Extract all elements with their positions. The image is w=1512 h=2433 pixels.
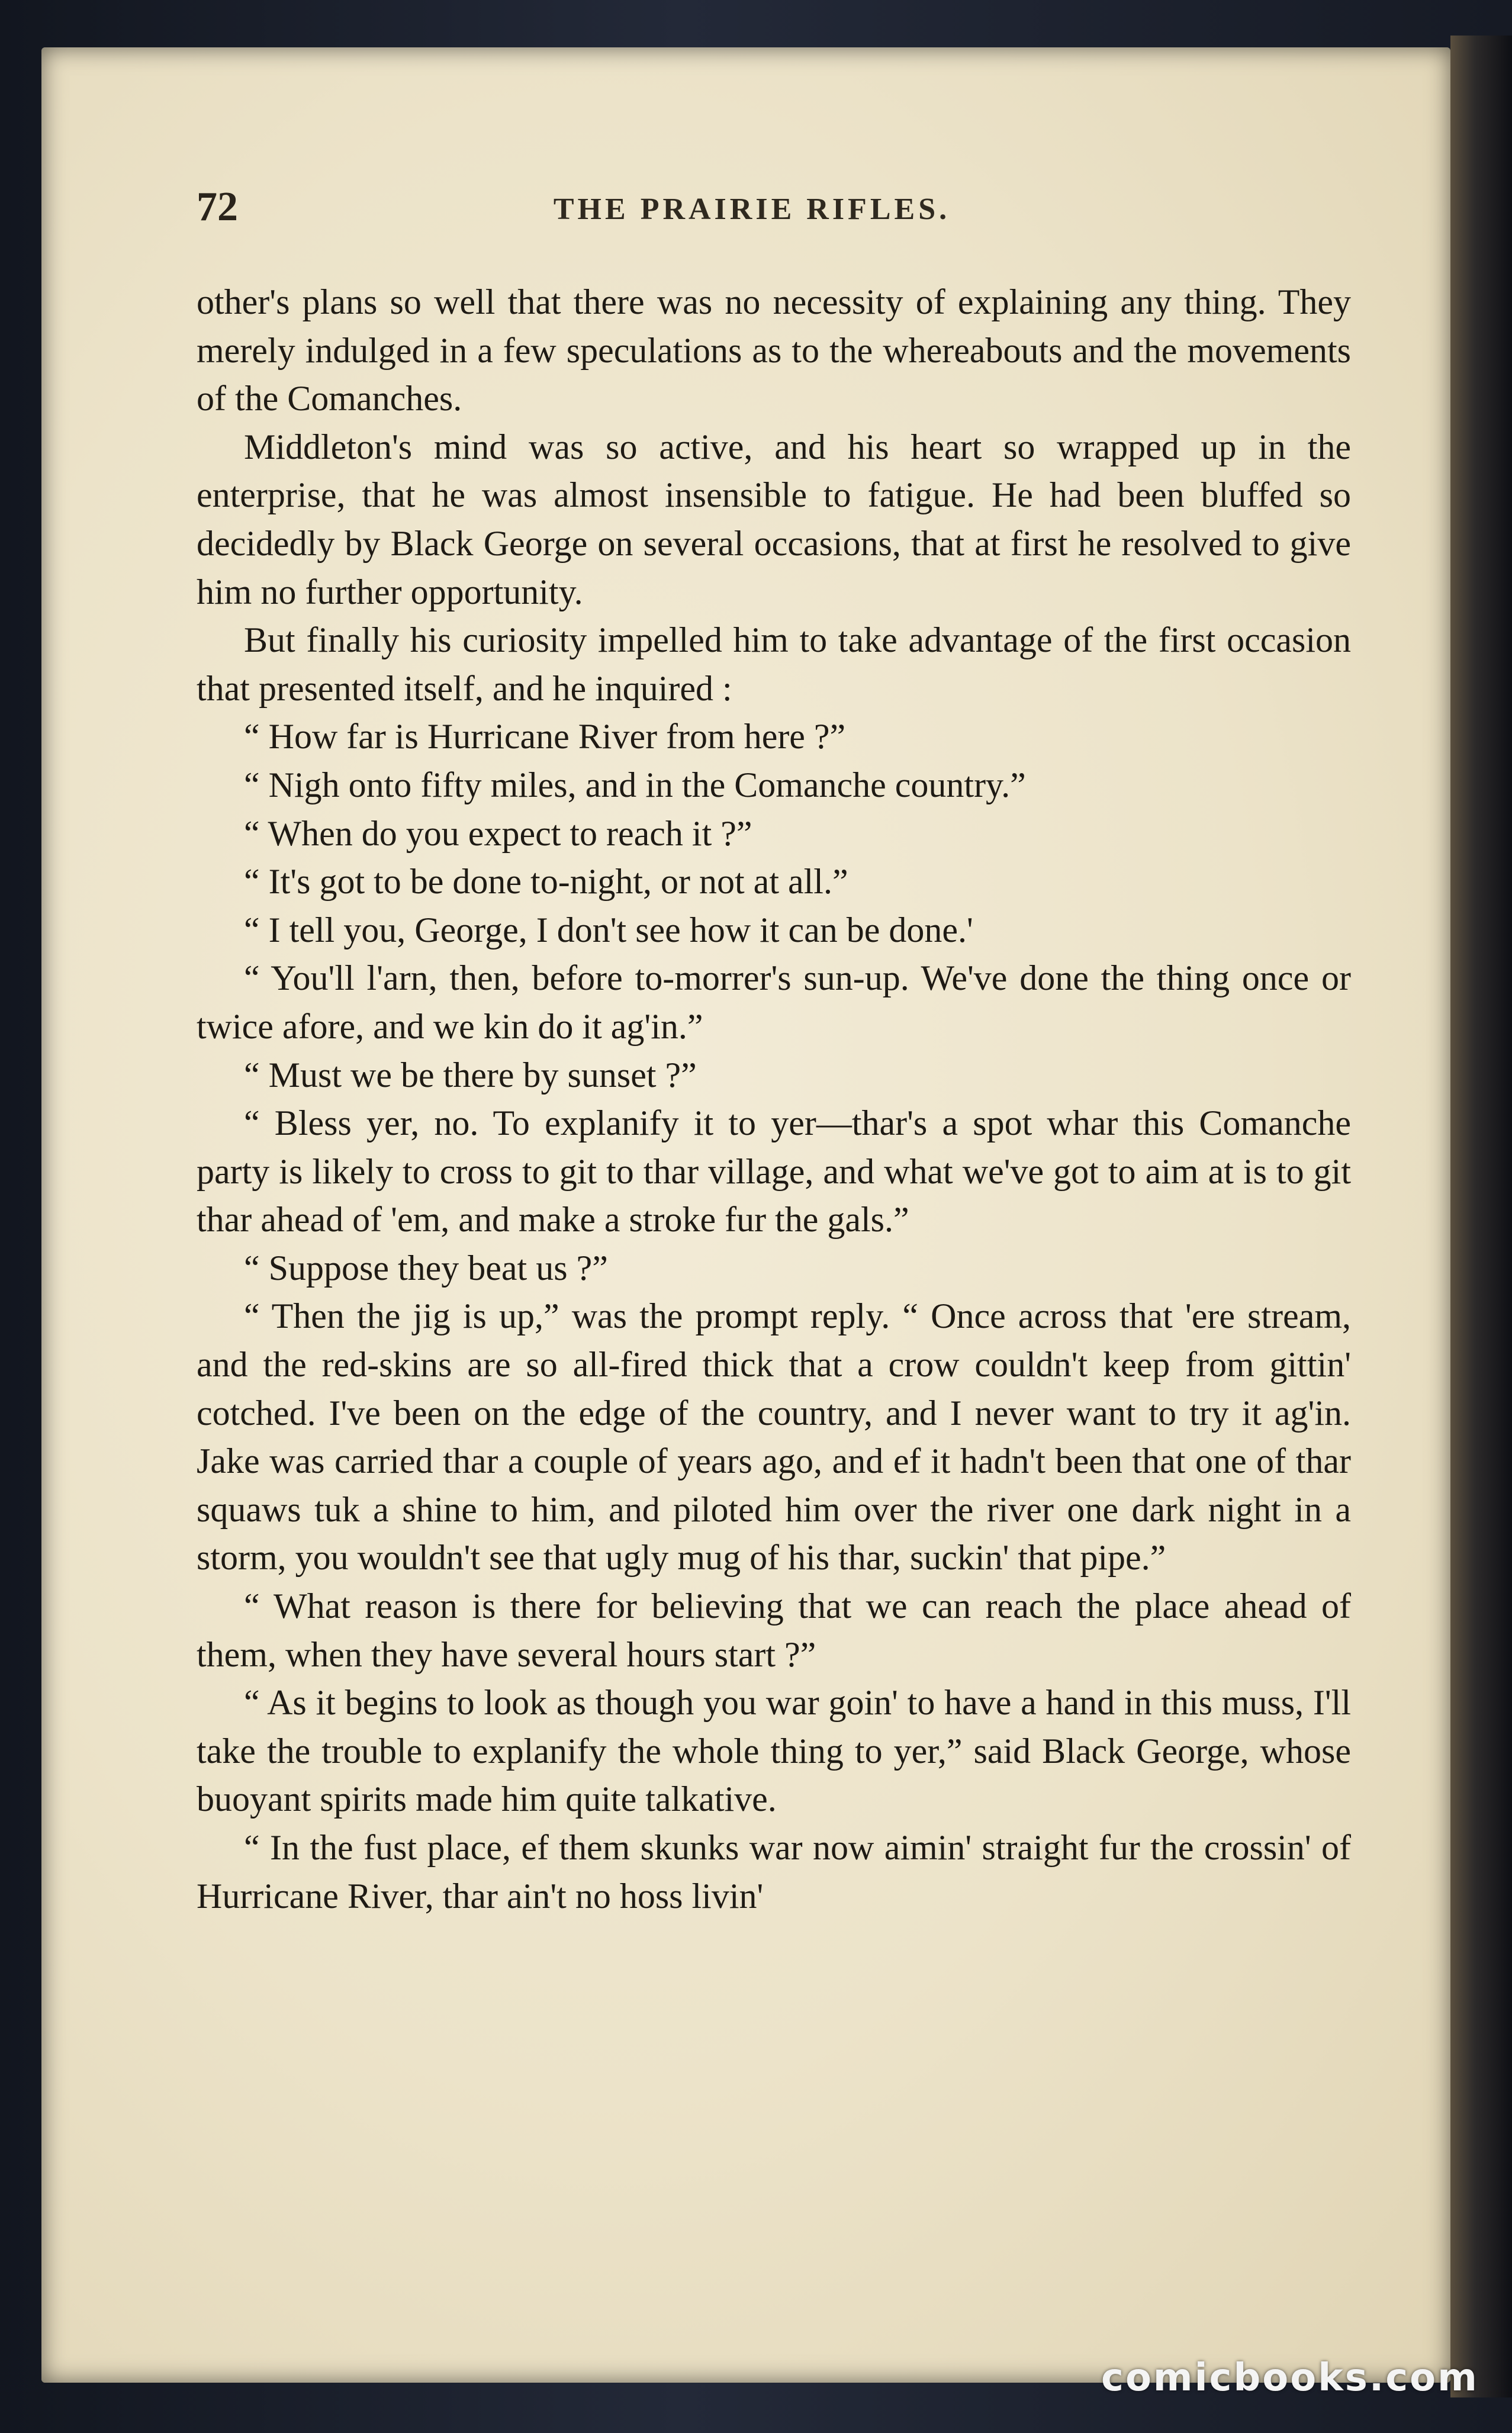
paragraph-8: “ I tell you, George, I don't see how it can be done.'	[244, 910, 973, 950]
paragraph-13: “ Then the jig is up,” was the prompt reply. “ Once across that 'ere stream, and the red-skins are so all-fired thick that a crow couldn't keep from gittin' cotched. I've been on the edge of the country, and I never want to try it ag'in. Jake was carried thar a couple of years ago, and ef it hadn't been that one of thar squaws tuk a shine to him, and piloted him over the river one dark night in a storm, you wouldn't see that ugly mug of his thar, suckin' that pipe.”	[197, 1296, 1351, 1578]
page-body-text	[197, 278, 1351, 1920]
paragraph-2: Middleton's mind was so active, and his heart so wrapped up in the enterprise, that he was almost insensible to fatigue. He had been bluffed so decidedly by Black George on several occasions, that at first he resolved to give him no further opportunity.	[197, 427, 1351, 612]
page-number: 72	[197, 184, 238, 230]
paragraph-6: “ When do you expect to reach it ?”	[244, 813, 752, 853]
paragraph-1: other's plans so well that there was no necessity of explaining any thing. They merely indulged in a few speculations as to the whereabouts and the movements of the Comanches.	[197, 282, 1351, 419]
page-header	[155, 184, 1349, 237]
watermark-text: comicbooks.com	[1101, 2356, 1479, 2400]
paragraph-9: “ You'll l'arn, then, before to-morrer's sun-up. We've done the thing once or twice afore, and we kin do it ag'in.”	[197, 958, 1351, 1046]
paragraph-5: “ Nigh onto fifty miles, and in the Comanche country.”	[244, 765, 1026, 804]
paragraph-4: “ How far is Hurricane River from here ?”	[244, 717, 846, 757]
running-title: THE PRAIRIE RIFLES.	[553, 192, 951, 226]
paragraph-10: “ Must we be there by sunset ?”	[244, 1055, 697, 1095]
book-gutter-edge	[1450, 36, 1512, 2397]
paragraph-11: “ Bless yer, no. To explanify it to yer—thar's a spot whar this Comanche party is likely to cross to git to thar village, and what we've got to aim at is to git thar ahead of 'em, and make a stroke fur the gals.”	[197, 1103, 1351, 1240]
paragraph-16: “ In the fust place, ef them skunks war now aimin' straight fur the crossin' of Hurricane River, thar ain't no hoss livin'	[197, 1828, 1351, 1916]
paragraph-12: “ Suppose they beat us ?”	[244, 1248, 608, 1288]
paragraph-14: “ What reason is there for believing that we can reach the place ahead of them, when they have several hours start ?”	[197, 1586, 1351, 1674]
paragraph-3: But finally his curiosity impelled him to take advantage of the first occasion that presented itself, and he inquired :	[197, 620, 1351, 708]
paragraph-15: “ As it begins to look as though you war goin' to have a hand in this muss, I'll take the trouble to explanify the whole thing to yer,” said Black George, whose buoyant spirits made him quite talkative.	[197, 1683, 1351, 1819]
paragraph-7: “ It's got to be done to-night, or not at all.”	[244, 862, 848, 902]
